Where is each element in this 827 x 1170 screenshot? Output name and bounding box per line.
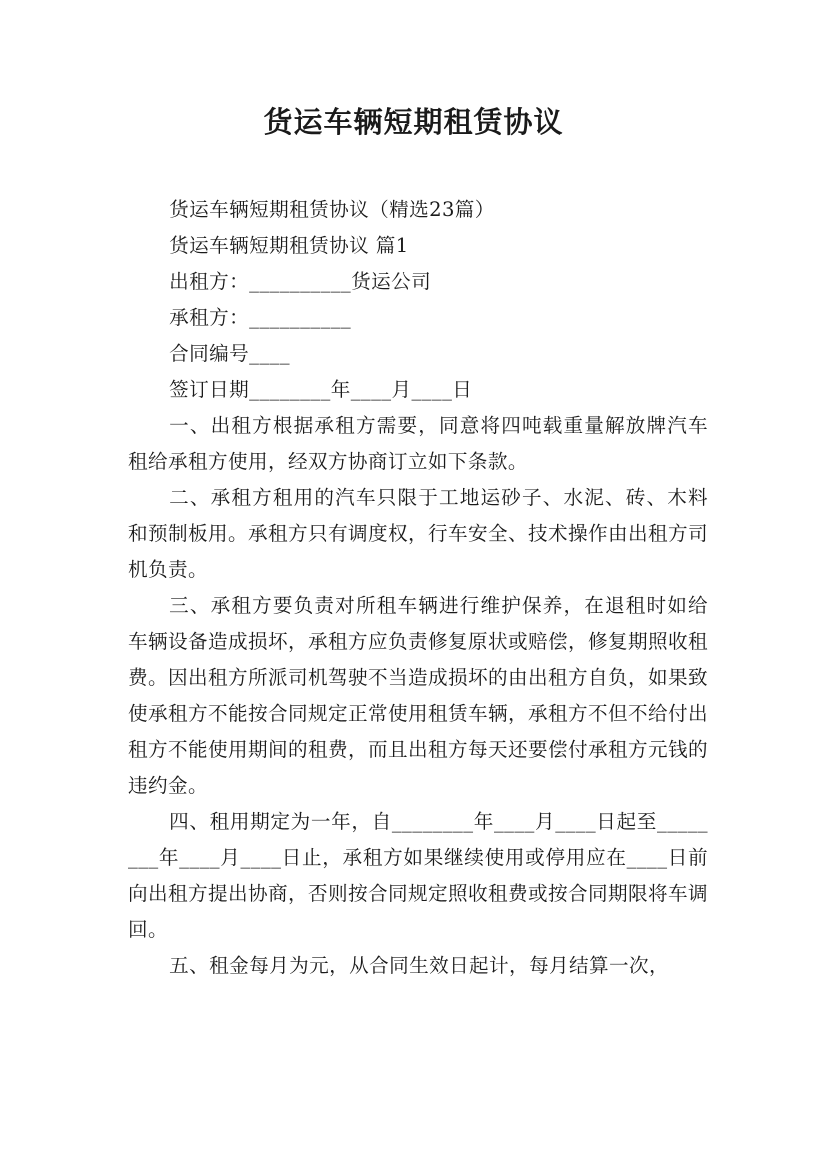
lessor-line: 出租方：__________货运公司	[169, 270, 432, 293]
section-heading: 货运车辆短期租赁协议 篇1	[169, 234, 409, 257]
signing-date-line: 签订日期________年____月____日	[169, 378, 473, 401]
contract-number-line: 合同编号____	[169, 342, 290, 365]
document-body	[128, 192, 708, 984]
clause-4: 四、租用期定为一年，自________年____月____日起至________年____月____日止，承租方如果继续使用或停用应在____日前向出租方提出协商，否则按合同规定照收租费或按合同期限将车调回。	[128, 810, 708, 941]
document-title: 货运车辆短期租赁协议	[263, 105, 564, 139]
lessee-line: 承租方：__________	[169, 306, 352, 329]
clause-5: 五、租金每月为元，从合同生效日起计，每月结算一次，	[169, 954, 669, 977]
clause-1: 一、出租方根据承租方需要，同意将四吨载重量解放牌汽车租给承租方使用，经双方协商订立如下条款。	[128, 414, 708, 473]
clause-3: 三、承租方要负责对所租车辆进行维护保养，在退租时如给车辆设备造成损坏，承租方应负责修复原状或赔偿，修复期照收租费。因出租方所派司机驾驶不当造成损坏的由出租方自负，如果致使承租方不能按合同规定正常使用租赁车辆，承租方不但不给付出租方不能使用期间的租费，而且出租方每天还要偿付承租方元钱的违约金。	[128, 594, 708, 797]
clause-2: 二、承租方租用的汽车只限于工地运砂子、水泥、砖、木料和预制板用。承租方只有调度权，行车安全、技术操作由出租方司机负责。	[128, 486, 708, 581]
subtitle-line: 货运车辆短期租赁协议（精选23篇）	[169, 198, 495, 221]
